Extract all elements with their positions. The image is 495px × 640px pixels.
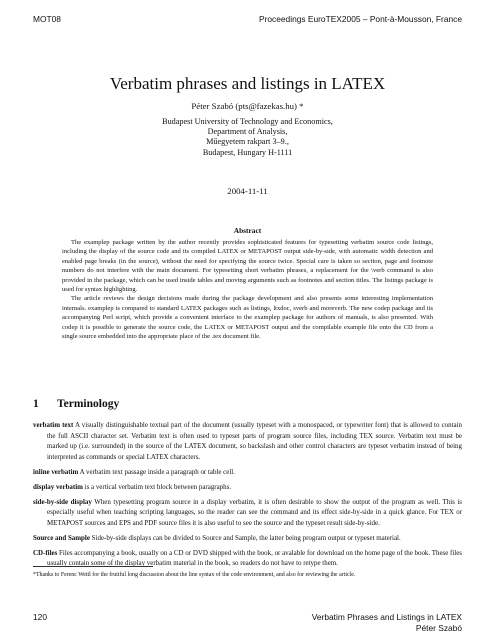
definition-item xyxy=(33,533,462,544)
definition-term: side-by-side display xyxy=(33,497,92,506)
abstract-body xyxy=(62,238,433,341)
affiliation-line: Budapest University of Technology and Economics, xyxy=(162,117,333,126)
definition-item xyxy=(33,467,462,478)
definition-list xyxy=(33,420,462,573)
paper-title: Verbatim phrases and listings in LATEX xyxy=(109,74,386,93)
section-heading xyxy=(33,398,119,410)
definition-term: CD-files xyxy=(33,548,58,557)
definition-text: When typesetting program source in a display verbatim, it is often desirable to show the output of the program as well. This is especially useful when teaching scripting languages, so the reader can see the command and its effect side-by-side in a quick glance. For TEX or METAPOST sources and EPS and PDF source files it is also useful to see the source and the typeset result side-by-side. xyxy=(47,497,462,527)
abstract-paragraph: The article reviews the design decisions made during the package development and also presents some interesting implementation internals. examplep is compared to standard LATEX packages such as listings, ltxdoc, sverb and moreverb. The new codep package and its accompanying Perl script, which provide a convenient interface to the examplep package for authors of manuals, is also presented. With codep it is possible to generate the source code, the LATEX or METAPOST output and the compilable example file onto the CD from a single source embedded into the appropriate place of the .tex document file. xyxy=(62,295,433,341)
affiliation xyxy=(0,117,495,158)
footer-title: Verbatim Phrases and Listings in LATEX xyxy=(311,612,462,622)
definition-text: A visually distinguishable textual part of the document (usually typeset with a monospaced, or typewriter font) that is allowed to contain the full ASCII character set. Verbatim text is often used to typeset parts of program source files, including TEX source. Verbatim text must be marked up (i.e. surrounded) in the source of the LATEX document, so backslash and other control characters are typeset verbatim instead of being interpreted as commands or special LATEX characters. xyxy=(47,421,463,461)
definition-item xyxy=(33,497,462,529)
affiliation-line: Műegyetem rakpart 3–9., xyxy=(206,137,289,147)
definition-term: display verbatim xyxy=(33,482,83,491)
affiliation-line: Department of Analysis, xyxy=(207,127,288,137)
section-number: 1 xyxy=(33,398,39,410)
running-header xyxy=(33,14,462,25)
definition-text: Side-by-side displays can be divided to Source and Sample, the latter being program output or typeset material. xyxy=(91,533,401,542)
header-right: Proceedings EuroTEX2005 – Pont-à-Mousson, France xyxy=(259,14,462,24)
footnote: *Thanks to Ferenc Wettl for the fruitful long discussion about the line syntax of the code environment, and also for reviewing the article. xyxy=(33,572,356,578)
definition-text: is a vertical verbatim text block between paragraphs. xyxy=(84,482,232,491)
definition-term: Source and Sample xyxy=(33,533,90,542)
header-left: MOT08 xyxy=(33,14,61,24)
footnote-rule xyxy=(33,566,153,567)
paper-date: 2004-11-11 xyxy=(227,186,268,196)
definition-item xyxy=(33,482,462,493)
footer-author: Péter Szabó xyxy=(415,623,462,633)
definition-text: Files accompanying a book, usually on a CD or DVD shipped with the book, or avalable for download on the home page of the book. These files usually contain some of the display verbatim material in the book, so readers do not have to retype them. xyxy=(47,548,462,567)
definition-item xyxy=(33,420,462,462)
page-number: 120 xyxy=(33,612,47,622)
definition-text: A verbatim text passage inside a paragraph or table cell. xyxy=(79,467,235,476)
affiliation-line: Budapest, Hungary H-1111 xyxy=(202,147,293,157)
definition-term: verbatim text xyxy=(33,421,74,429)
section-title: Terminology xyxy=(57,398,120,410)
definition-term: inline verbatim xyxy=(33,467,79,476)
author-line: Péter Szabó (pts@fazekas.hu) * xyxy=(191,101,304,111)
abstract-heading: Abstract xyxy=(233,226,262,235)
abstract-paragraph: The examplep package written by the author recently provides sophisticated features for typesetting verbatim source code listings, including the display of the source code and its compiled LATEX or METAPOST output side-by-side, with automatic width detection and enabled page breaks (in the source), without the need for specifying the source twice. Special care is taken so section, page and footnote numbers do not interfere with the main document. For typesetting short verbatim phrases, a replacement for the \verb command is also provided in the package, which can be used inside tables and moving arguments such as footnotes and section titles. The listings package is used for syntax highlighting. xyxy=(62,239,433,294)
